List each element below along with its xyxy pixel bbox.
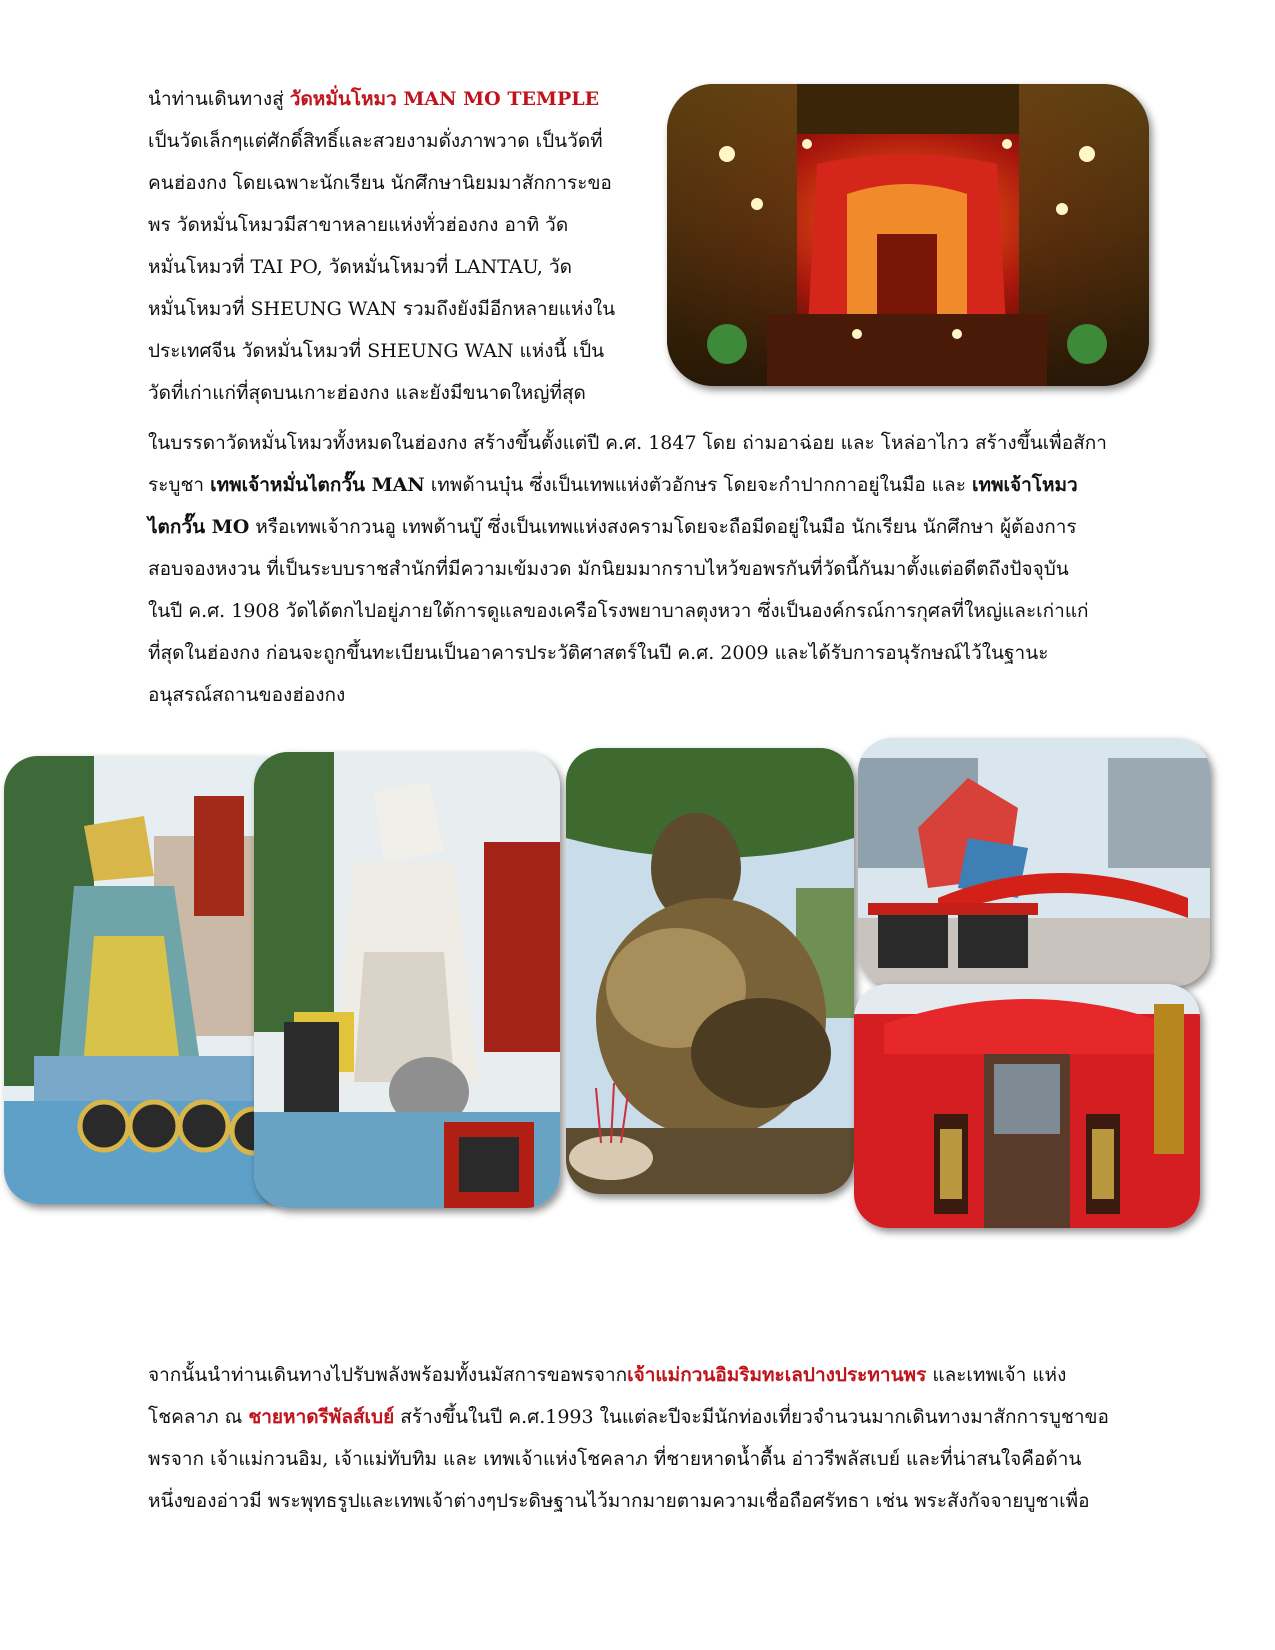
repulse-line: พรจาก เจ้าแม่กวนอิม, เจ้าแม่ทับทิม และ เทพเจ้าแห่งโชคลาภ ที่ชายหาดน้ำตื้น อ่าวรีพลัสเบย์ และที่น่าสนใจคือด้าน: [148, 1448, 1082, 1470]
intro-line: คนฮ่องกง โดยเฉพาะนักเรียน นักศึกษานิยมมาสักการะขอ: [148, 172, 612, 194]
tin-hau-statue-photo: [4, 756, 294, 1204]
kwun-yum-title: เจ้าแม่กวนอิมริมทะเลปางประทานพร: [627, 1364, 927, 1386]
laughing-buddha-statue-photo: [566, 748, 854, 1194]
history-line: ในปี ค.ศ. 1908 วัดได้ตกไปอยู่ภายใต้การดูแลของเครือโรงพยาบาลตุงหวา ซึ่งเป็นองค์กรณ์การกุศลที่ใหญ่และเก่าแก่: [148, 600, 1089, 622]
text-span: จากนั้นนำท่านเดินทางไปรับพลังพร้อมทั้งนมัสการขอพรจาก: [148, 1364, 628, 1386]
repulse-bay-paragraph: [148, 1354, 1158, 1522]
intro-paragraph: [148, 78, 668, 414]
text-span: ระบูชา: [148, 474, 211, 496]
history-line: ในบรรดาวัดหมั่นโหมวทั้งหมดในฮ่องกง สร้างขึ้นตั้งแต่ปี ค.ศ. 1847 โดย ถ่ามอาฉ่อย และ โหล่อาไกว สร้างขึ้นเพื่อสักา: [148, 432, 1107, 454]
history-line: อนุสรณ์สถานของฮ่องกง: [148, 684, 346, 706]
intro-line: วัดที่เก่าแก่ที่สุดบนเกาะฮ่องกง และยังมีขนาดใหญ่ที่สุด: [148, 382, 586, 404]
repulse-line-2: [148, 1396, 1158, 1438]
intro-line: หมั่นโหมวที่ SHEUNG WAN รวมถึงยังมีอีกหลายแห่งใน: [148, 298, 616, 320]
text-span: เทพด้านบุ๋น ซึ่งเป็นเทพแห่งตัวอักษร โดยจะกำปากกาอยู่ในมือ และ: [424, 474, 972, 496]
history-line-3: [148, 506, 1148, 548]
man-mo-temple-altar-photo: [667, 84, 1149, 386]
repulse-line-1: [148, 1354, 1158, 1396]
text-span: สร้างขึ้นในปี ค.ศ.1993 ในแต่ละปีจะมีนักท่องเที่ยวจำนวนมากเดินทางมาสักการบูชาขอ: [394, 1406, 1109, 1428]
longevity-bridge-photo: [858, 738, 1210, 986]
repulse-line: หนึ่งของอ่าวมี พระพุทธรูปและเทพเจ้าต่างๆประดิษฐานไว้มากมายตามความเชื่อถือศรัทธา เช่น พระสังกัจจายบูชาเพื่อ: [148, 1490, 1090, 1512]
red-shrine-plaque-photo: [854, 984, 1200, 1228]
history-line: สอบจองหงวน ที่เป็นระบบราชสำนักที่มีความเข้มงวด มักนิยมมากราบไหว้ขอพรกันที่วัดนี้กันมาตั้งแต่อดีตถึงปัจจุบัน: [148, 558, 1069, 580]
intro-line: พร วัดหมั่นโหมวมีสาขาหลายแห่งทั่วฮ่องกง อาทิ วัด: [148, 214, 569, 236]
history-line: ที่สุดในฮ่องกง ก่อนจะถูกขึ้นทะเบียนเป็นอาคารประวัติศาสตร์ในปี ค.ศ. 2009 และได้รับการอนุรักษณ์ไว้ในฐานะ: [148, 642, 1049, 664]
history-line-2: [148, 464, 1148, 506]
intro-line: ประเทศจีน วัดหมั่นโหมวที่ SHEUNG WAN แห่งนี้ เป็น: [148, 340, 605, 362]
intro-prefix: นำท่านเดินทางสู่: [148, 88, 290, 110]
intro-line: หมั่นโหมวที่ TAI PO, วัดหมั่นโหมวที่ LANTAU, วัด: [148, 256, 572, 278]
deity-man-name: เทพเจ้าหมั่นไตกวั๊น MAN: [210, 474, 425, 496]
deity-mo-name-cont: ไตกวั๊น MO: [148, 516, 250, 538]
text-span: และเทพเจ้า แห่ง: [926, 1364, 1067, 1386]
intro-line: เป็นวัดเล็กๆแต่ศักดิ์สิทธิ์และสวยงามดั่งภาพวาด เป็นวัดที่: [148, 130, 603, 152]
text-span: โชคลาภ ณ: [148, 1406, 249, 1428]
text-span: หรือเทพเจ้ากวนอู เทพด้านบู๊ ซึ่งเป็นเทพแห่งสงครามโดยจะถือมีดอยู่ในมือ นักเรียน นักศึกษา ผู้ต้องการ: [249, 516, 1077, 538]
man-mo-temple-title: วัดหมั่นโหมว MAN MO TEMPLE: [289, 88, 600, 110]
kwun-yum-statue-photo: [254, 752, 560, 1208]
history-paragraph: [148, 422, 1148, 716]
intro-line-1: [148, 78, 668, 120]
deity-mo-name: เทพเจ้าโหมว: [971, 474, 1078, 496]
repulse-bay-title: ชายหาดรีพัลส์เบย์: [248, 1406, 395, 1428]
